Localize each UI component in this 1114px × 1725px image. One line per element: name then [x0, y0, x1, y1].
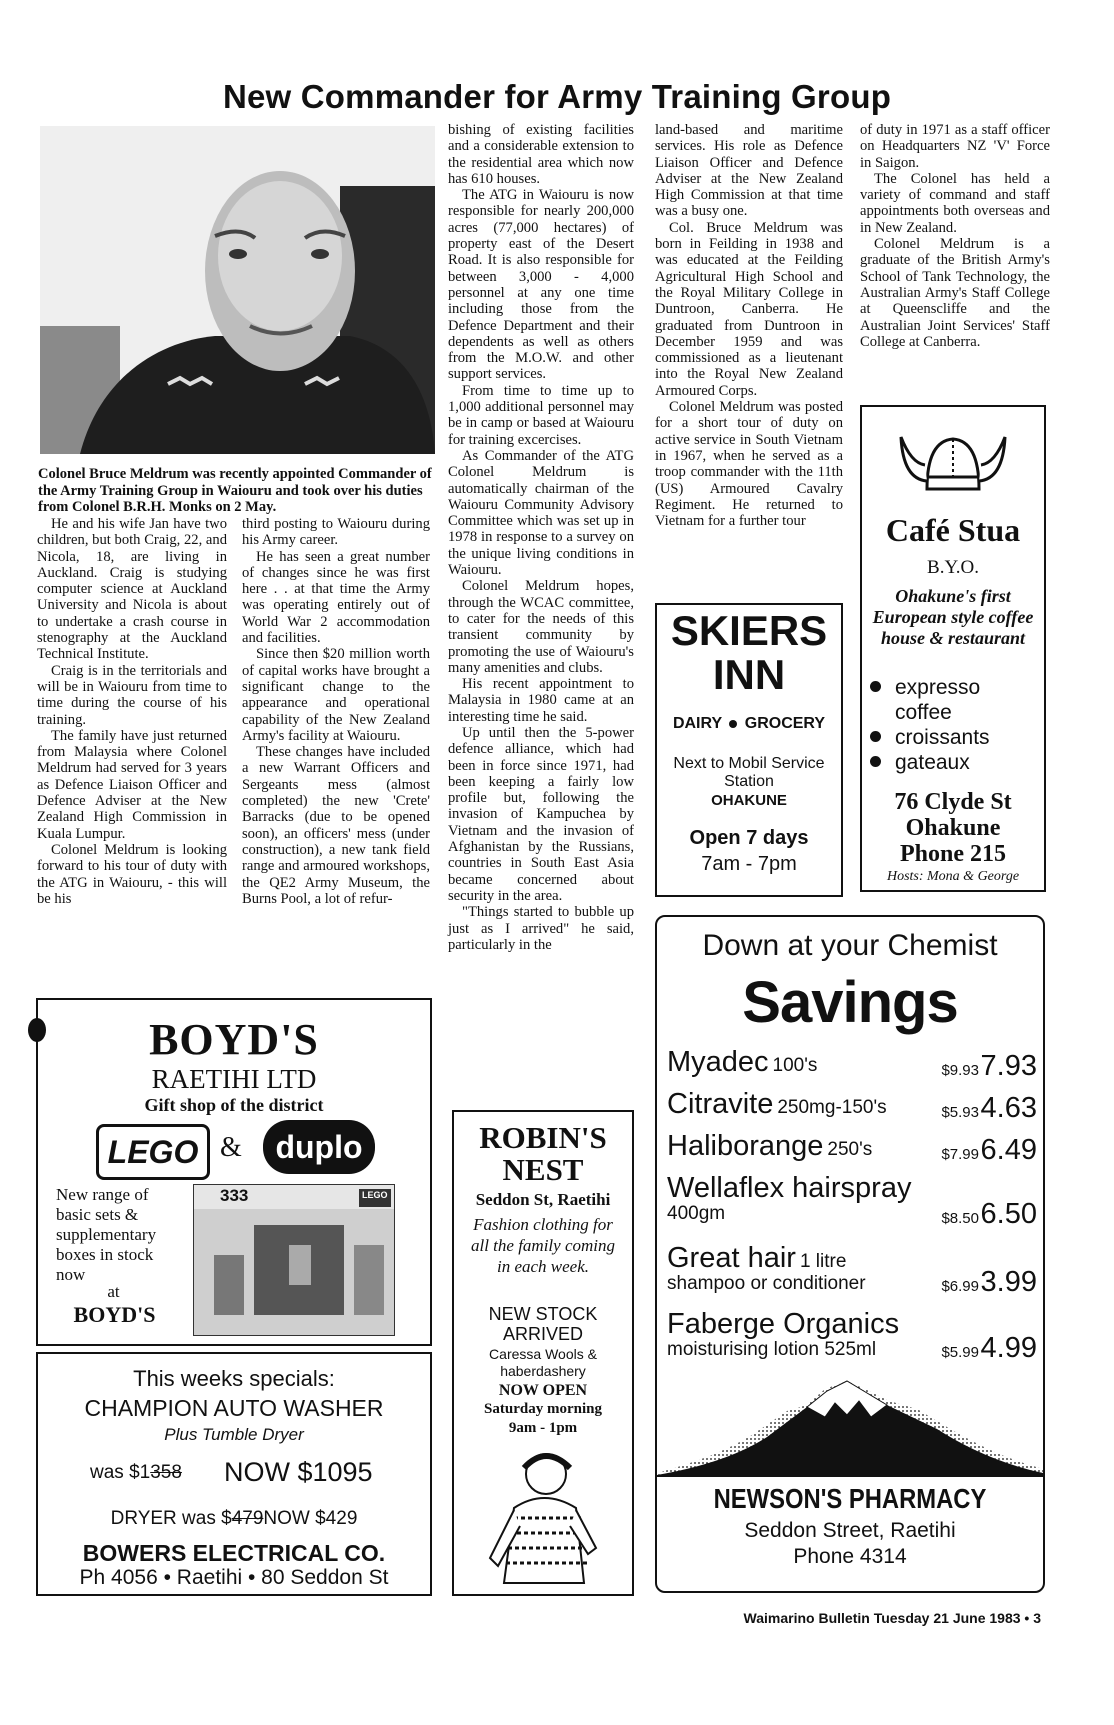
- dryer-struck-digits: 479: [231, 1508, 264, 1529]
- knitted-figure-illustration: [484, 1448, 604, 1588]
- bowers-was-price: [90, 1462, 182, 1484]
- boyds-ad: [36, 998, 432, 1346]
- cafe-name: Café Stua: [885, 512, 1021, 548]
- article-paragraph: of duty in 1971 as a staff officer on Headquarters NZ 'V' Force in Saigon.: [860, 122, 1050, 171]
- cafe-address: 76 Clyde St: [894, 789, 1012, 815]
- bullet-icon: [870, 756, 881, 767]
- skiers-type: [657, 715, 841, 733]
- skiers-name-1: SKIERS: [670, 607, 828, 654]
- skiers-location: Next to Mobil Service Station: [673, 755, 825, 790]
- cafe-menu-list: [870, 675, 1040, 775]
- skiers-inn-ad: [655, 603, 843, 897]
- boyds-ltd: RAETIHI LTD: [151, 1064, 317, 1094]
- box-set-number: 333: [220, 1186, 249, 1205]
- colonel-photo: [40, 126, 435, 454]
- dryer-was-label: DRYER was $: [110, 1508, 232, 1529]
- cafe-town: Ohakune: [905, 815, 1001, 841]
- article-paragraph: Col. Bruce Meldrum was born in Feilding in 1938 and was educated at the Feilding Agricultural High School and the Royal Military College in Duntroon, Canberra. He graduated from Duntroon in December 1959 and was commissioned as a lieutenant into the Royal New Zealand Armoured Corps.: [655, 219, 843, 399]
- viking-helmet-icon: [897, 429, 1009, 499]
- article-paragraph: "Things started to bubble up just as I arrived" he said, particularly in the: [448, 904, 634, 953]
- article-paragraph: His recent appointment to Malaysia in 1980 came at an interesting time he said.: [448, 676, 634, 725]
- bullet-icon: [729, 720, 737, 728]
- article-paragraph: Craig is in the territorials and will be in Waiouru from time to time during the course of his training.: [37, 662, 227, 728]
- bowers-now-price: NOW $1095: [224, 1457, 373, 1487]
- cafe-hosts: Hosts: Mona & George: [886, 869, 1020, 884]
- article-paragraph: He has seen a great number of changes since he was first here . . at that time the Army was operating entirely out of World War 2 accommodation and facilities.: [242, 548, 430, 647]
- skiers-town: OHAKUNE: [711, 792, 787, 809]
- box-brand-label: LEGO: [362, 1190, 388, 1200]
- cafe-menu-item: gateaux: [870, 750, 1040, 775]
- cafe-tagline: Ohakune's first European style coffee house & restaurant: [872, 586, 1034, 648]
- bowers-contact: Ph 4056 • Raetihi • 80 Seddon St: [79, 1566, 389, 1589]
- bowers-intro: This weeks specials:: [133, 1366, 335, 1391]
- pharmacy-phone: Phone 4314: [793, 1545, 907, 1568]
- article-paragraph: The family have just returned from Malaysia where Colonel Meldrum had served for 3 years as Defence Liaison Officer and Defence Adviser at the New Zealand High Commission in Kuala Lumpur.: [37, 727, 227, 842]
- price-row: Great hair 1 litre shampoo or conditioner $6.99 3.99: [667, 1242, 1037, 1298]
- article-paragraph: Colonel Meldrum is looking forward to his tour of duty with the ATG in Waiouru, - this will be his: [37, 841, 227, 907]
- pharmacy-headline: Savings: [742, 970, 958, 1035]
- article-paragraph: third posting to Waiouru during his Army career.: [242, 516, 430, 549]
- pharmacy-address: Seddon Street, Raetihi: [744, 1519, 956, 1542]
- cafe-byo: B.Y.O.: [927, 557, 979, 578]
- cafe-stua-ad: [860, 405, 1046, 892]
- article-paragraph: Up until then the 5-power defence alliance, which had been in force since 1971, had been keeping a fairly low profile but, following the invasion of Kampuchea by Vietnam and the invasion of Afghanistan by the Russians, countries in South East Asia became concerned about security in the area.: [448, 724, 634, 904]
- robins-hours: 9am - 1pm: [508, 1420, 578, 1436]
- robins-name-1: ROBIN'S: [479, 1120, 607, 1155]
- article-paragraph: The ATG in Waiouru is now responsible for nearly 200,000 acres (77,000 hectares) of property east of the Desert Road. It is also responsible for between 3,000 - 4,000 personnel at any one time including those from the Defence Department and their dependents as well as others from the M.O.W. and other support services.: [448, 187, 634, 383]
- bowers-company: BOWERS ELECTRICAL CO.: [82, 1540, 386, 1566]
- skiers-type-grocery: GROCERY: [744, 715, 826, 732]
- boyds-name: BOYD'S: [149, 1015, 319, 1064]
- price-row: Citravite 250mg-150's $5.93 4.63: [667, 1088, 1037, 1124]
- boyds-body: New range of basic sets & supplementary boxes in stock now: [56, 1185, 157, 1284]
- robins-open: NOW OPEN: [498, 1382, 588, 1399]
- bowers-product: CHAMPION AUTO WASHER: [84, 1395, 384, 1421]
- article-paragraph: bishing of existing facilities and a considerable extension to the residential area which now has 610 houses.: [448, 122, 634, 187]
- lego-logo-text: LEGO: [107, 1133, 199, 1170]
- article-paragraph: As Commander of the ATG Colonel Meldrum is automatically chairman of the Waiouru Community Advisory Committee which was set up in 1978 in response to a survey on the unique living conditions in Waiouru.: [448, 447, 634, 579]
- lego-logo: [96, 1124, 210, 1180]
- article-column-2: [242, 516, 430, 907]
- skiers-hours: 7am - 7pm: [701, 853, 797, 875]
- article-paragraph: The Colonel has held a variety of command and staff appointments both overseas and in New Zealand.: [860, 170, 1050, 236]
- cafe-phone: Phone 215: [899, 841, 1006, 867]
- article-paragraph: land-based and maritime services. His role as Defence Liaison Officer and Defence Adviser at the New Zealand High Commission at that time was a busy one.: [655, 122, 843, 220]
- robins-nest-ad: [452, 1110, 634, 1596]
- article-paragraph: Colonel Meldrum hopes, through the WCAC committee, to cater for the needs of this transient community by promoting the use of Waiouru's many amenities and clubs.: [448, 578, 634, 676]
- skiers-name-2: INN: [712, 651, 786, 698]
- was-label: was $1: [90, 1462, 151, 1483]
- price-row: Haliborange 250's $7.99 6.49: [667, 1130, 1037, 1166]
- robins-wools: Caressa Wools & haberdashery: [489, 1346, 597, 1379]
- duplo-logo-text: duplo: [275, 1128, 363, 1165]
- article-column-3: [448, 122, 634, 953]
- brand-ampersand: &: [220, 1132, 242, 1163]
- pharmacy-name: NEWSON'S PHARMACY: [713, 1483, 987, 1514]
- was-struck-digits: 358: [150, 1462, 182, 1483]
- bowers-ad: [36, 1352, 432, 1596]
- mountain-illustration: [657, 1377, 1043, 1477]
- colonel-portrait-image: [40, 126, 435, 454]
- skiers-open: Open 7 days: [689, 827, 809, 849]
- bullet-icon: [870, 731, 881, 742]
- boyds-at: at: [107, 1282, 120, 1301]
- bowers-dryer-price: [38, 1508, 430, 1530]
- dryer-now: NOW $429: [263, 1508, 358, 1529]
- duplo-logo: [263, 1120, 375, 1174]
- article-paragraph: These changes have included a new Warrant Officers and Sergeants mess (almost completed) the new 'Crete' Barracks (due to be opened soon), an officers' mess (under construction), a new tank field range and armoured workshops, the QE2 Army Museum, the Burns Pool, a lot of refur-: [242, 744, 430, 907]
- lego-castle-picture: [194, 1185, 394, 1335]
- robins-tagline: Fashion clothing for all the family coming in each week.: [470, 1215, 615, 1276]
- article-column-5: [860, 122, 1050, 350]
- article-paragraph: Colonel Meldrum is a graduate of the British Army's School of Tank Technology, the Australian Army's Staff College at Queenscliffe and the Australian Joint Services' Staff College at Canberra.: [860, 236, 1050, 350]
- cafe-menu-item: croissants: [870, 725, 1040, 750]
- boyds-name-small: BOYD'S: [73, 1302, 156, 1327]
- page-footer: Waimarino Bulletin Tuesday 21 June 1983 • 3: [743, 1610, 1041, 1626]
- price-row: Wellaflex hairspray 400gm $8.50 6.50: [667, 1172, 1037, 1230]
- photo-caption: Colonel Bruce Meldrum was recently appointed Commander of the Army Training Group in Waiouru and took over his duties from Colonel B.R.H. Monks on 2 May.: [38, 466, 432, 515]
- article-paragraph: He and his wife Jan have two children, but both Craig, 22, and Nicola, 18, are living in Auckland. Craig is studying computer science at Auckland University and Nicola is about to undertake a crash course in stenography at the Auckland Technical Institute.: [37, 516, 227, 663]
- robins-stock: NEW STOCK ARRIVED: [488, 1304, 598, 1344]
- robins-saturday: Saturday morning: [484, 1401, 602, 1417]
- article-paragraph: Colonel Meldrum was posted for a short tour of duty on active service in South Vietnam in 1967, when he served as a troop commander with the 11th (US) Armoured Cavalry Regiment. He returned to Vietnam for a further tour: [655, 399, 843, 530]
- boyds-tagline: Gift shop of the district: [144, 1095, 324, 1115]
- robins-address: Seddon St, Raetihi: [475, 1190, 611, 1209]
- pharmacy-intro: Down at your Chemist: [702, 929, 998, 962]
- bullet-icon: [870, 681, 881, 692]
- price-row: Faberge Organics moisturising lotion 525ml $5.99 4.99: [667, 1308, 1037, 1364]
- newsons-pharmacy-ad: [655, 915, 1045, 1593]
- bowers-plus: Plus Tumble Dryer: [164, 1425, 304, 1444]
- cafe-menu-item: expresso coffee: [870, 675, 1040, 725]
- article-paragraph: From time to time up to 1,000 additional personnel may be in camp or based at Waiouru for training excercises.: [448, 382, 634, 448]
- lego-box-image: [193, 1184, 395, 1336]
- article-column-1: [37, 516, 227, 907]
- robins-name-2: NEST: [502, 1152, 584, 1187]
- skiers-type-dairy: DAIRY: [672, 715, 722, 732]
- headline: New Commander for Army Training Group: [222, 78, 892, 115]
- article-paragraph: Since then $20 million worth of capital works have brought a significant change to the appearance and operational capability of the New Zealand Army's facility at Waiouru.: [242, 646, 430, 744]
- article-column-4: [655, 122, 843, 529]
- price-row: Myadec 100's $9.93 7.93: [667, 1046, 1037, 1082]
